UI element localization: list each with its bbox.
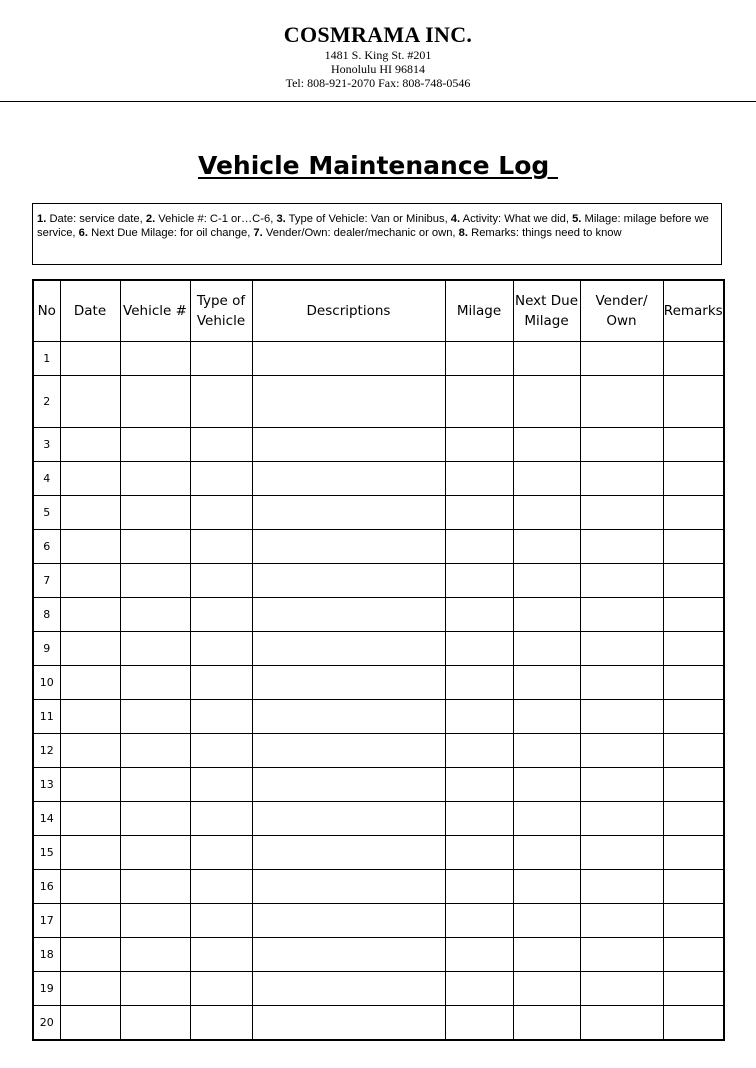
- cell-vehicle[interactable]: [120, 1006, 190, 1041]
- cell-type[interactable]: [190, 666, 252, 700]
- company-name: COSMRAMA INC.: [283, 22, 473, 47]
- cell-desc[interactable]: [252, 734, 445, 768]
- cell-type[interactable]: [190, 496, 252, 530]
- legend-text: Next Due Milage: for oil change,: [88, 227, 254, 239]
- header-divider: [0, 101, 756, 102]
- cell-date[interactable]: [60, 496, 120, 530]
- cell-remarks[interactable]: [663, 802, 724, 836]
- cell-milage[interactable]: [445, 462, 513, 496]
- table-row: [33, 836, 724, 870]
- cell-next_due[interactable]: [513, 802, 580, 836]
- row-number: 5: [33, 496, 60, 530]
- address-line-1: 1481 S. King St. #201: [324, 48, 432, 62]
- cell-vehicle[interactable]: [120, 666, 190, 700]
- cell-desc[interactable]: [252, 598, 445, 632]
- cell-date[interactable]: [60, 564, 120, 598]
- legend-number: 3.: [276, 213, 286, 225]
- table-row: [33, 632, 724, 666]
- cell-next_due[interactable]: [513, 598, 580, 632]
- cell-remarks[interactable]: [663, 1006, 724, 1041]
- legend-number: 1.: [37, 213, 47, 225]
- cell-type[interactable]: [190, 938, 252, 972]
- row-number: 14: [33, 802, 60, 836]
- table-row: [33, 734, 724, 768]
- cell-type[interactable]: [190, 428, 252, 462]
- row-number: 3: [33, 428, 60, 462]
- cell-vehicle[interactable]: [120, 530, 190, 564]
- cell-vender[interactable]: [580, 632, 663, 666]
- cell-vender[interactable]: [580, 802, 663, 836]
- cell-next_due[interactable]: [513, 904, 580, 938]
- column-header-vender: Vender/ Own: [580, 280, 663, 342]
- cell-vender[interactable]: [580, 496, 663, 530]
- table-row: [33, 972, 724, 1006]
- cell-vehicle[interactable]: [120, 836, 190, 870]
- cell-date[interactable]: [60, 1006, 120, 1041]
- row-number: 9: [33, 632, 60, 666]
- cell-vender[interactable]: [580, 700, 663, 734]
- row-number: 18: [33, 938, 60, 972]
- cell-date[interactable]: [60, 530, 120, 564]
- cell-next_due[interactable]: [513, 342, 580, 376]
- cell-vender[interactable]: [580, 564, 663, 598]
- column-header-next_due: Next Due Milage: [513, 280, 580, 342]
- cell-milage[interactable]: [445, 700, 513, 734]
- column-header-date: Date: [60, 280, 120, 342]
- cell-date[interactable]: [60, 734, 120, 768]
- column-header-milage: Milage: [445, 280, 513, 342]
- row-number: 11: [33, 700, 60, 734]
- cell-vehicle[interactable]: [120, 700, 190, 734]
- cell-vender[interactable]: [580, 938, 663, 972]
- cell-milage[interactable]: [445, 496, 513, 530]
- table-body: [33, 342, 724, 1041]
- cell-milage[interactable]: [445, 1006, 513, 1041]
- cell-remarks[interactable]: [663, 666, 724, 700]
- legend-text: Remarks: things need to know: [468, 227, 622, 239]
- cell-desc[interactable]: [252, 904, 445, 938]
- cell-date[interactable]: [60, 802, 120, 836]
- cell-desc[interactable]: [252, 496, 445, 530]
- cell-next_due[interactable]: [513, 496, 580, 530]
- cell-vehicle[interactable]: [120, 904, 190, 938]
- cell-desc[interactable]: [252, 938, 445, 972]
- table-header-row: [33, 280, 724, 342]
- cell-vender[interactable]: [580, 428, 663, 462]
- cell-date[interactable]: [60, 870, 120, 904]
- cell-date[interactable]: [60, 598, 120, 632]
- row-number: 4: [33, 462, 60, 496]
- row-number: 13: [33, 768, 60, 802]
- cell-remarks[interactable]: [663, 342, 724, 376]
- cell-next_due[interactable]: [513, 530, 580, 564]
- cell-vender[interactable]: [580, 972, 663, 1006]
- row-number: 19: [33, 972, 60, 1006]
- cell-remarks[interactable]: [663, 376, 724, 428]
- cell-milage[interactable]: [445, 598, 513, 632]
- legend-text: Milage: milage before we service,: [37, 213, 709, 239]
- legend-text: Vender/Own: dealer/mechanic or own,: [262, 227, 459, 239]
- cell-remarks[interactable]: [663, 870, 724, 904]
- cell-vehicle[interactable]: [120, 734, 190, 768]
- cell-next_due[interactable]: [513, 1006, 580, 1041]
- cell-desc[interactable]: [252, 802, 445, 836]
- cell-milage[interactable]: [445, 938, 513, 972]
- row-number: 20: [33, 1006, 60, 1041]
- cell-next_due[interactable]: [513, 972, 580, 1006]
- cell-type[interactable]: [190, 462, 252, 496]
- cell-type[interactable]: [190, 530, 252, 564]
- cell-vehicle[interactable]: [120, 496, 190, 530]
- table-row: [33, 376, 724, 428]
- row-number: 17: [33, 904, 60, 938]
- cell-type[interactable]: [190, 598, 252, 632]
- table-row: [33, 342, 724, 376]
- cell-remarks[interactable]: [663, 530, 724, 564]
- cell-remarks[interactable]: [663, 598, 724, 632]
- table-row: [33, 938, 724, 972]
- cell-type[interactable]: [190, 342, 252, 376]
- cell-type[interactable]: [190, 904, 252, 938]
- cell-milage[interactable]: [445, 972, 513, 1006]
- cell-vehicle[interactable]: [120, 802, 190, 836]
- cell-next_due[interactable]: [513, 666, 580, 700]
- cell-next_due[interactable]: [513, 734, 580, 768]
- cell-vehicle[interactable]: [120, 376, 190, 428]
- maintenance-log-table: [32, 279, 725, 1041]
- cell-milage[interactable]: [445, 342, 513, 376]
- cell-milage[interactable]: [445, 428, 513, 462]
- cell-remarks[interactable]: [663, 734, 724, 768]
- cell-type[interactable]: [190, 632, 252, 666]
- cell-date[interactable]: [60, 376, 120, 428]
- page-title: [0, 150, 756, 182]
- cell-desc[interactable]: [252, 1006, 445, 1041]
- cell-vehicle[interactable]: [120, 870, 190, 904]
- cell-next_due[interactable]: [513, 836, 580, 870]
- cell-type[interactable]: [190, 972, 252, 1006]
- table-row: [33, 564, 724, 598]
- cell-vehicle[interactable]: [120, 598, 190, 632]
- address-line-2: Honolulu HI 96814: [331, 62, 425, 76]
- field-legend: [32, 203, 722, 265]
- cell-next_due[interactable]: [513, 700, 580, 734]
- table-row: [33, 462, 724, 496]
- cell-type[interactable]: [190, 802, 252, 836]
- cell-desc[interactable]: [252, 666, 445, 700]
- cell-milage[interactable]: [445, 666, 513, 700]
- cell-desc[interactable]: [252, 972, 445, 1006]
- cell-date[interactable]: [60, 632, 120, 666]
- legend-number: 6.: [78, 227, 88, 239]
- cell-milage[interactable]: [445, 768, 513, 802]
- cell-vender[interactable]: [580, 376, 663, 428]
- cell-date[interactable]: [60, 428, 120, 462]
- cell-milage[interactable]: [445, 802, 513, 836]
- contact-line: Tel: 808-921-2070 Fax: 808-748-0546: [285, 76, 471, 90]
- cell-milage[interactable]: [445, 870, 513, 904]
- cell-vender[interactable]: [580, 530, 663, 564]
- table-row: [33, 598, 724, 632]
- cell-milage[interactable]: [445, 376, 513, 428]
- legend-number: 8.: [458, 227, 468, 239]
- cell-next_due[interactable]: [513, 938, 580, 972]
- legend-number: 4.: [450, 213, 461, 225]
- cell-remarks[interactable]: [663, 496, 724, 530]
- cell-next_due[interactable]: [513, 870, 580, 904]
- legend-text: Activity: What we did,: [460, 213, 573, 225]
- legend-text: Vehicle #: C-1 or…C-6,: [155, 213, 277, 225]
- cell-desc[interactable]: [252, 530, 445, 564]
- table-row: [33, 530, 724, 564]
- cell-next_due[interactable]: [513, 376, 580, 428]
- cell-next_due[interactable]: [513, 462, 580, 496]
- row-number: 16: [33, 870, 60, 904]
- legend-number: 7.: [253, 227, 263, 239]
- cell-vehicle[interactable]: [120, 938, 190, 972]
- cell-type[interactable]: [190, 768, 252, 802]
- cell-type[interactable]: [190, 1006, 252, 1041]
- table-row: [33, 428, 724, 462]
- cell-remarks[interactable]: [663, 428, 724, 462]
- cell-milage[interactable]: [445, 734, 513, 768]
- cell-vehicle[interactable]: [120, 972, 190, 1006]
- row-number: 2: [33, 376, 60, 428]
- cell-vehicle[interactable]: [120, 462, 190, 496]
- row-number: 15: [33, 836, 60, 870]
- table-row: [33, 904, 724, 938]
- cell-remarks[interactable]: [663, 462, 724, 496]
- cell-next_due[interactable]: [513, 564, 580, 598]
- cell-remarks[interactable]: [663, 632, 724, 666]
- cell-vender[interactable]: [580, 462, 663, 496]
- table-row: [33, 666, 724, 700]
- cell-date[interactable]: [60, 836, 120, 870]
- cell-desc[interactable]: [252, 870, 445, 904]
- cell-remarks[interactable]: [663, 904, 724, 938]
- cell-vehicle[interactable]: [120, 632, 190, 666]
- cell-vender[interactable]: [580, 1006, 663, 1041]
- row-number: 10: [33, 666, 60, 700]
- cell-type[interactable]: [190, 376, 252, 428]
- cell-vender[interactable]: [580, 768, 663, 802]
- column-header-remarks: Remarks: [663, 280, 724, 342]
- cell-remarks[interactable]: [663, 564, 724, 598]
- cell-milage[interactable]: [445, 836, 513, 870]
- cell-desc[interactable]: [252, 836, 445, 870]
- cell-desc[interactable]: [252, 700, 445, 734]
- cell-date[interactable]: [60, 666, 120, 700]
- cell-vender[interactable]: [580, 666, 663, 700]
- cell-remarks[interactable]: [663, 768, 724, 802]
- letterhead: [0, 22, 756, 90]
- cell-next_due[interactable]: [513, 428, 580, 462]
- cell-vehicle[interactable]: [120, 428, 190, 462]
- table-row: [33, 802, 724, 836]
- cell-type[interactable]: [190, 734, 252, 768]
- cell-vender[interactable]: [580, 836, 663, 870]
- cell-vender[interactable]: [580, 870, 663, 904]
- row-number: 8: [33, 598, 60, 632]
- row-number: 12: [33, 734, 60, 768]
- cell-vehicle[interactable]: [120, 768, 190, 802]
- cell-desc[interactable]: [252, 342, 445, 376]
- cell-remarks[interactable]: [663, 938, 724, 972]
- table-row: [33, 1006, 724, 1041]
- column-header-no: No: [33, 280, 60, 342]
- cell-desc[interactable]: [252, 462, 445, 496]
- column-header-vehicle: Vehicle #: [120, 280, 190, 342]
- cell-next_due[interactable]: [513, 632, 580, 666]
- cell-vender[interactable]: [580, 904, 663, 938]
- cell-date[interactable]: [60, 904, 120, 938]
- page-title-text: Vehicle Maintenance Log: [197, 151, 559, 180]
- cell-type[interactable]: [190, 870, 252, 904]
- table-row: [33, 768, 724, 802]
- cell-vender[interactable]: [580, 598, 663, 632]
- legend-number: 2.: [145, 213, 156, 225]
- cell-desc[interactable]: [252, 428, 445, 462]
- cell-date[interactable]: [60, 462, 120, 496]
- table-row: [33, 496, 724, 530]
- cell-remarks[interactable]: [663, 700, 724, 734]
- column-header-type: Type of Vehicle: [190, 280, 252, 342]
- cell-date[interactable]: [60, 768, 120, 802]
- column-header-desc: Descriptions: [252, 280, 445, 342]
- cell-desc[interactable]: [252, 632, 445, 666]
- cell-remarks[interactable]: [663, 972, 724, 1006]
- cell-milage[interactable]: [445, 904, 513, 938]
- cell-vender[interactable]: [580, 342, 663, 376]
- cell-vehicle[interactable]: [120, 342, 190, 376]
- row-number: 6: [33, 530, 60, 564]
- cell-desc[interactable]: [252, 768, 445, 802]
- cell-date[interactable]: [60, 700, 120, 734]
- cell-desc[interactable]: [252, 564, 445, 598]
- cell-date[interactable]: [60, 342, 120, 376]
- cell-date[interactable]: [60, 972, 120, 1006]
- cell-desc[interactable]: [252, 376, 445, 428]
- cell-next_due[interactable]: [513, 768, 580, 802]
- cell-milage[interactable]: [445, 530, 513, 564]
- legend-number: 5.: [572, 213, 582, 225]
- table-row: [33, 700, 724, 734]
- legend-text: Date: service date,: [46, 213, 146, 225]
- cell-vender[interactable]: [580, 734, 663, 768]
- table-row: [33, 870, 724, 904]
- cell-type[interactable]: [190, 836, 252, 870]
- legend-text: Type of Vehicle: Van or Minibus,: [285, 213, 451, 225]
- cell-remarks[interactable]: [663, 836, 724, 870]
- cell-type[interactable]: [190, 700, 252, 734]
- cell-milage[interactable]: [445, 632, 513, 666]
- cell-type[interactable]: [190, 564, 252, 598]
- row-number: 1: [33, 342, 60, 376]
- row-number: 7: [33, 564, 60, 598]
- cell-milage[interactable]: [445, 564, 513, 598]
- cell-date[interactable]: [60, 938, 120, 972]
- cell-vehicle[interactable]: [120, 564, 190, 598]
